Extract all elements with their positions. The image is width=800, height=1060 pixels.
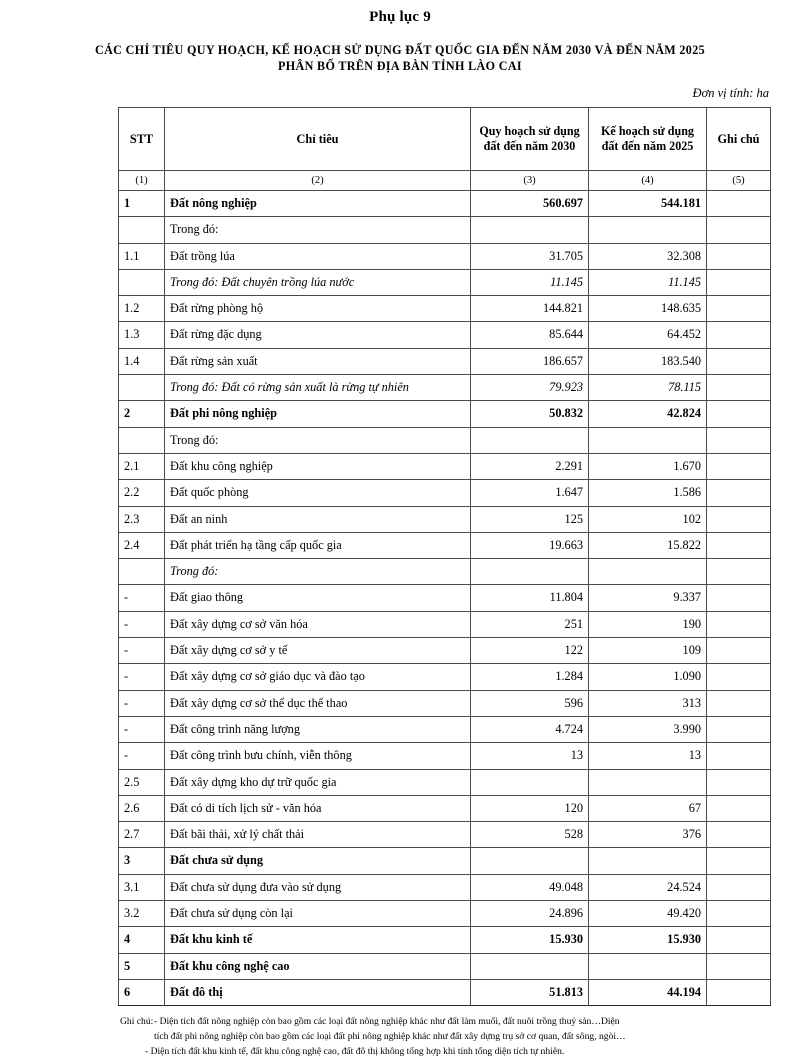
cell-plan-2030: 528: [471, 822, 589, 848]
cell-plan-2025: 24.524: [589, 874, 707, 900]
header-row: [119, 108, 771, 171]
table-body: [119, 191, 771, 1006]
cell-plan-2025: 1.670: [589, 453, 707, 479]
cell-note: [707, 506, 771, 532]
document-title-line-2: PHÂN BỐ TRÊN ĐỊA BÀN TỈNH LÀO CAI: [278, 59, 522, 73]
appendix-label: Phụ lục 9: [369, 9, 431, 25]
cell-plan-2030: 1.647: [471, 480, 589, 506]
cell-plan-2025: 148.635: [589, 296, 707, 322]
cell-stt: 3.1: [119, 874, 165, 900]
table-row: [119, 848, 771, 874]
cell-item: Trong đó: Đất có rừng sản xuất là rừng tự nhiên: [165, 375, 471, 401]
table-row: [119, 217, 771, 243]
cell-plan-2025: 11.145: [589, 269, 707, 295]
footnote-first-entry: [120, 1015, 774, 1030]
table-row: [119, 743, 771, 769]
document-page: [0, 9, 800, 1058]
cell-plan-2030: 560.697: [471, 191, 589, 217]
table-row: [119, 453, 771, 479]
cell-plan-2030: 49.048: [471, 874, 589, 900]
cell-stt: -: [119, 690, 165, 716]
cell-stt: -: [119, 716, 165, 742]
cell-item: Trong đó: Đất chuyên trồng lúa nước: [165, 269, 471, 295]
table-row: [119, 795, 771, 821]
cell-stt: [119, 375, 165, 401]
table-row: [119, 506, 771, 532]
cell-stt: 6: [119, 979, 165, 1005]
cell-plan-2025: 190: [589, 611, 707, 637]
cell-note: [707, 848, 771, 874]
cell-note: [707, 401, 771, 427]
footnote: [0, 1015, 800, 1060]
cell-item: Đất quốc phòng: [165, 480, 471, 506]
cell-item: Đất rừng đặc dụng: [165, 322, 471, 348]
table-row: [119, 664, 771, 690]
cell-note: [707, 901, 771, 927]
cell-plan-2025: 109: [589, 638, 707, 664]
cell-plan-2030: 15.930: [471, 927, 589, 953]
cell-plan-2030: 120: [471, 795, 589, 821]
cell-plan-2030: [471, 953, 589, 979]
cell-plan-2025: [589, 427, 707, 453]
header-stt: STT: [119, 108, 165, 171]
cell-item: Đất chưa sử dụng còn lại: [165, 901, 471, 927]
cell-note: [707, 822, 771, 848]
column-number-row: [119, 171, 771, 191]
cell-plan-2030: [471, 848, 589, 874]
cell-item: Đất xây dựng cơ sở y tế: [165, 638, 471, 664]
cell-note: [707, 217, 771, 243]
colnum-4: (4): [589, 171, 707, 191]
cell-note: [707, 769, 771, 795]
cell-item: Đất trồng lúa: [165, 243, 471, 269]
cell-plan-2030: 85.644: [471, 322, 589, 348]
cell-stt: 5: [119, 953, 165, 979]
cell-note: [707, 795, 771, 821]
cell-plan-2025: 15.930: [589, 927, 707, 953]
cell-plan-2025: 1.090: [589, 664, 707, 690]
colnum-5: (5): [707, 171, 771, 191]
cell-plan-2025: 1.586: [589, 480, 707, 506]
header-item: Chỉ tiêu: [165, 108, 471, 171]
cell-plan-2025: 78.115: [589, 375, 707, 401]
cell-note: [707, 743, 771, 769]
cell-plan-2025: 44.194: [589, 979, 707, 1005]
cell-note: [707, 348, 771, 374]
table-row: [119, 979, 771, 1005]
table-row: [119, 769, 771, 795]
cell-plan-2030: 24.896: [471, 901, 589, 927]
cell-note: [707, 269, 771, 295]
table-row: [119, 269, 771, 295]
cell-plan-2025: 313: [589, 690, 707, 716]
cell-stt: -: [119, 743, 165, 769]
cell-plan-2030: 31.705: [471, 243, 589, 269]
cell-stt: 1.2: [119, 296, 165, 322]
table-row: [119, 243, 771, 269]
colnum-1: (1): [119, 171, 165, 191]
cell-note: [707, 191, 771, 217]
cell-plan-2025: 3.990: [589, 716, 707, 742]
cell-stt: 4: [119, 927, 165, 953]
cell-plan-2030: 13: [471, 743, 589, 769]
cell-item: Đất phát triển hạ tầng cấp quốc gia: [165, 532, 471, 558]
cell-stt: 1: [119, 191, 165, 217]
cell-plan-2025: 32.308: [589, 243, 707, 269]
cell-plan-2030: 51.813: [471, 979, 589, 1005]
cell-plan-2025: [589, 769, 707, 795]
cell-plan-2025: [589, 559, 707, 585]
cell-item: Đất xây dựng cơ sở giáo dục và đào tạo: [165, 664, 471, 690]
cell-note: [707, 296, 771, 322]
table-row: [119, 427, 771, 453]
cell-plan-2025: 183.540: [589, 348, 707, 374]
table-header: [119, 108, 771, 191]
cell-plan-2025: 64.452: [589, 322, 707, 348]
cell-note: [707, 690, 771, 716]
cell-item: Đất có di tích lịch sử - văn hóa: [165, 795, 471, 821]
cell-note: [707, 532, 771, 558]
cell-plan-2030: 251: [471, 611, 589, 637]
cell-note: [707, 874, 771, 900]
cell-stt: -: [119, 611, 165, 637]
cell-note: [707, 243, 771, 269]
cell-plan-2025: 15.822: [589, 532, 707, 558]
cell-note: [707, 638, 771, 664]
cell-note: [707, 480, 771, 506]
cell-item: Đất công trình năng lượng: [165, 716, 471, 742]
cell-plan-2030: 144.821: [471, 296, 589, 322]
cell-plan-2030: [471, 559, 589, 585]
cell-stt: [119, 217, 165, 243]
cell-note: [707, 453, 771, 479]
cell-item: Trong đó:: [165, 217, 471, 243]
cell-plan-2030: 2.291: [471, 453, 589, 479]
table-row: [119, 559, 771, 585]
cell-plan-2025: 49.420: [589, 901, 707, 927]
cell-stt: -: [119, 664, 165, 690]
cell-plan-2030: [471, 427, 589, 453]
table-row: [119, 874, 771, 900]
footnote-line-2: tích đất phi nông nghiệp còn bao gồm các loại đất phi nông nghiệp khác như đất xây dựng trụ sở cơ quan, đất sông, ngòi…: [154, 1030, 626, 1042]
cell-plan-2025: [589, 848, 707, 874]
cell-plan-2025: 13: [589, 743, 707, 769]
cell-plan-2030: 79.923: [471, 375, 589, 401]
cell-plan-2030: 122: [471, 638, 589, 664]
cell-plan-2030: 50.832: [471, 401, 589, 427]
table-row: [119, 901, 771, 927]
cell-note: [707, 585, 771, 611]
cell-item: Đất xây dựng cơ sở thể dục thể thao: [165, 690, 471, 716]
cell-stt: 2.3: [119, 506, 165, 532]
cell-plan-2030: 19.663: [471, 532, 589, 558]
header-plan-2030: Quy hoạch sử dụng đất đến năm 2030: [471, 108, 589, 171]
cell-item: Trong đó:: [165, 427, 471, 453]
cell-plan-2025: 67: [589, 795, 707, 821]
table-row: [119, 690, 771, 716]
cell-item: Đất nông nghiệp: [165, 191, 471, 217]
cell-note: [707, 716, 771, 742]
table-row: [119, 532, 771, 558]
land-use-table-wrapper: [0, 107, 800, 1006]
cell-note: [707, 427, 771, 453]
table-row: [119, 401, 771, 427]
cell-stt: [119, 269, 165, 295]
table-row: [119, 638, 771, 664]
cell-item: Đất khu công nghiệp: [165, 453, 471, 479]
cell-note: [707, 375, 771, 401]
header-plan-2025: Kế hoạch sử dụng đất đến năm 2025: [589, 108, 707, 171]
cell-stt: 1.3: [119, 322, 165, 348]
cell-item: Đất phi nông nghiệp: [165, 401, 471, 427]
cell-stt: 2.2: [119, 480, 165, 506]
table-row: [119, 322, 771, 348]
table-row: [119, 296, 771, 322]
cell-plan-2025: [589, 953, 707, 979]
cell-stt: [119, 427, 165, 453]
cell-plan-2030: 11.145: [471, 269, 589, 295]
cell-stt: 1.1: [119, 243, 165, 269]
colnum-3: (3): [471, 171, 589, 191]
table-row: [119, 927, 771, 953]
cell-item: Đất đô thị: [165, 979, 471, 1005]
cell-plan-2030: 11.804: [471, 585, 589, 611]
cell-item: Đất khu công nghệ cao: [165, 953, 471, 979]
cell-note: [707, 979, 771, 1005]
cell-stt: 2: [119, 401, 165, 427]
colnum-2: (2): [165, 171, 471, 191]
footnote-line-1: - Diện tích đất nông nghiệp còn bao gồm các loại đất nông nghiệp khác như đất làm muối, đất nuôi trồng thuỷ sản…Diện: [154, 1016, 620, 1028]
cell-stt: 1.4: [119, 348, 165, 374]
land-use-table: [118, 107, 771, 1006]
cell-item: Đất an ninh: [165, 506, 471, 532]
cell-plan-2030: 125: [471, 506, 589, 532]
unit-note: Đơn vị tính: ha: [692, 86, 769, 100]
cell-plan-2030: 1.284: [471, 664, 589, 690]
cell-note: [707, 611, 771, 637]
cell-item: Đất xây dựng cơ sở văn hóa: [165, 611, 471, 637]
table-row: [119, 375, 771, 401]
cell-plan-2025: 544.181: [589, 191, 707, 217]
footnote-label: Ghi chú:: [120, 1016, 154, 1028]
table-row: [119, 480, 771, 506]
header-note: Ghi chú: [707, 108, 771, 171]
cell-note: [707, 664, 771, 690]
table-row: [119, 822, 771, 848]
cell-plan-2030: [471, 769, 589, 795]
cell-item: Đất chưa sử dụng: [165, 848, 471, 874]
document-title-line-1: CÁC CHỈ TIÊU QUY HOẠCH, KẾ HOẠCH SỬ DỤNG ĐẤT QUỐC GIA ĐẾN NĂM 2030 VÀ ĐẾN NĂM 2025: [94, 43, 705, 57]
table-row: [119, 191, 771, 217]
cell-plan-2030: 596: [471, 690, 589, 716]
table-row: [119, 348, 771, 374]
cell-stt: -: [119, 638, 165, 664]
cell-plan-2025: 102: [589, 506, 707, 532]
cell-note: [707, 953, 771, 979]
cell-note: [707, 322, 771, 348]
cell-plan-2025: 9.337: [589, 585, 707, 611]
cell-plan-2025: [589, 217, 707, 243]
cell-plan-2025: 376: [589, 822, 707, 848]
cell-stt: 2.7: [119, 822, 165, 848]
cell-stt: [119, 559, 165, 585]
cell-item: Đất công trình bưu chính, viễn thông: [165, 743, 471, 769]
cell-plan-2030: [471, 217, 589, 243]
cell-plan-2030: 186.657: [471, 348, 589, 374]
cell-stt: -: [119, 585, 165, 611]
footnote-line-3: - Diện tích đất khu kinh tế, đất khu công nghệ cao, đất đô thị không tổng hợp khi tính tổng diện tích tự nhiên.: [145, 1046, 565, 1058]
cell-item: Đất khu kinh tế: [165, 927, 471, 953]
cell-plan-2030: 4.724: [471, 716, 589, 742]
table-row: [119, 716, 771, 742]
table-row: [119, 611, 771, 637]
cell-item: Đất chưa sử dụng đưa vào sử dụng: [165, 874, 471, 900]
cell-note: [707, 559, 771, 585]
cell-note: [707, 927, 771, 953]
cell-item: Đất bãi thải, xử lý chất thải: [165, 822, 471, 848]
cell-stt: 2.6: [119, 795, 165, 821]
document-title-block: [0, 42, 800, 74]
table-row: [119, 585, 771, 611]
cell-stt: 3.2: [119, 901, 165, 927]
cell-item: Đất rừng phòng hộ: [165, 296, 471, 322]
cell-item: Đất rừng sản xuất: [165, 348, 471, 374]
cell-item: Đất xây dựng kho dự trữ quốc gia: [165, 769, 471, 795]
cell-stt: 2.1: [119, 453, 165, 479]
cell-stt: 2.5: [119, 769, 165, 795]
cell-stt: 3: [119, 848, 165, 874]
cell-item: Trong đó:: [165, 559, 471, 585]
table-row: [119, 953, 771, 979]
cell-stt: 2.4: [119, 532, 165, 558]
cell-item: Đất giao thông: [165, 585, 471, 611]
cell-plan-2025: 42.824: [589, 401, 707, 427]
